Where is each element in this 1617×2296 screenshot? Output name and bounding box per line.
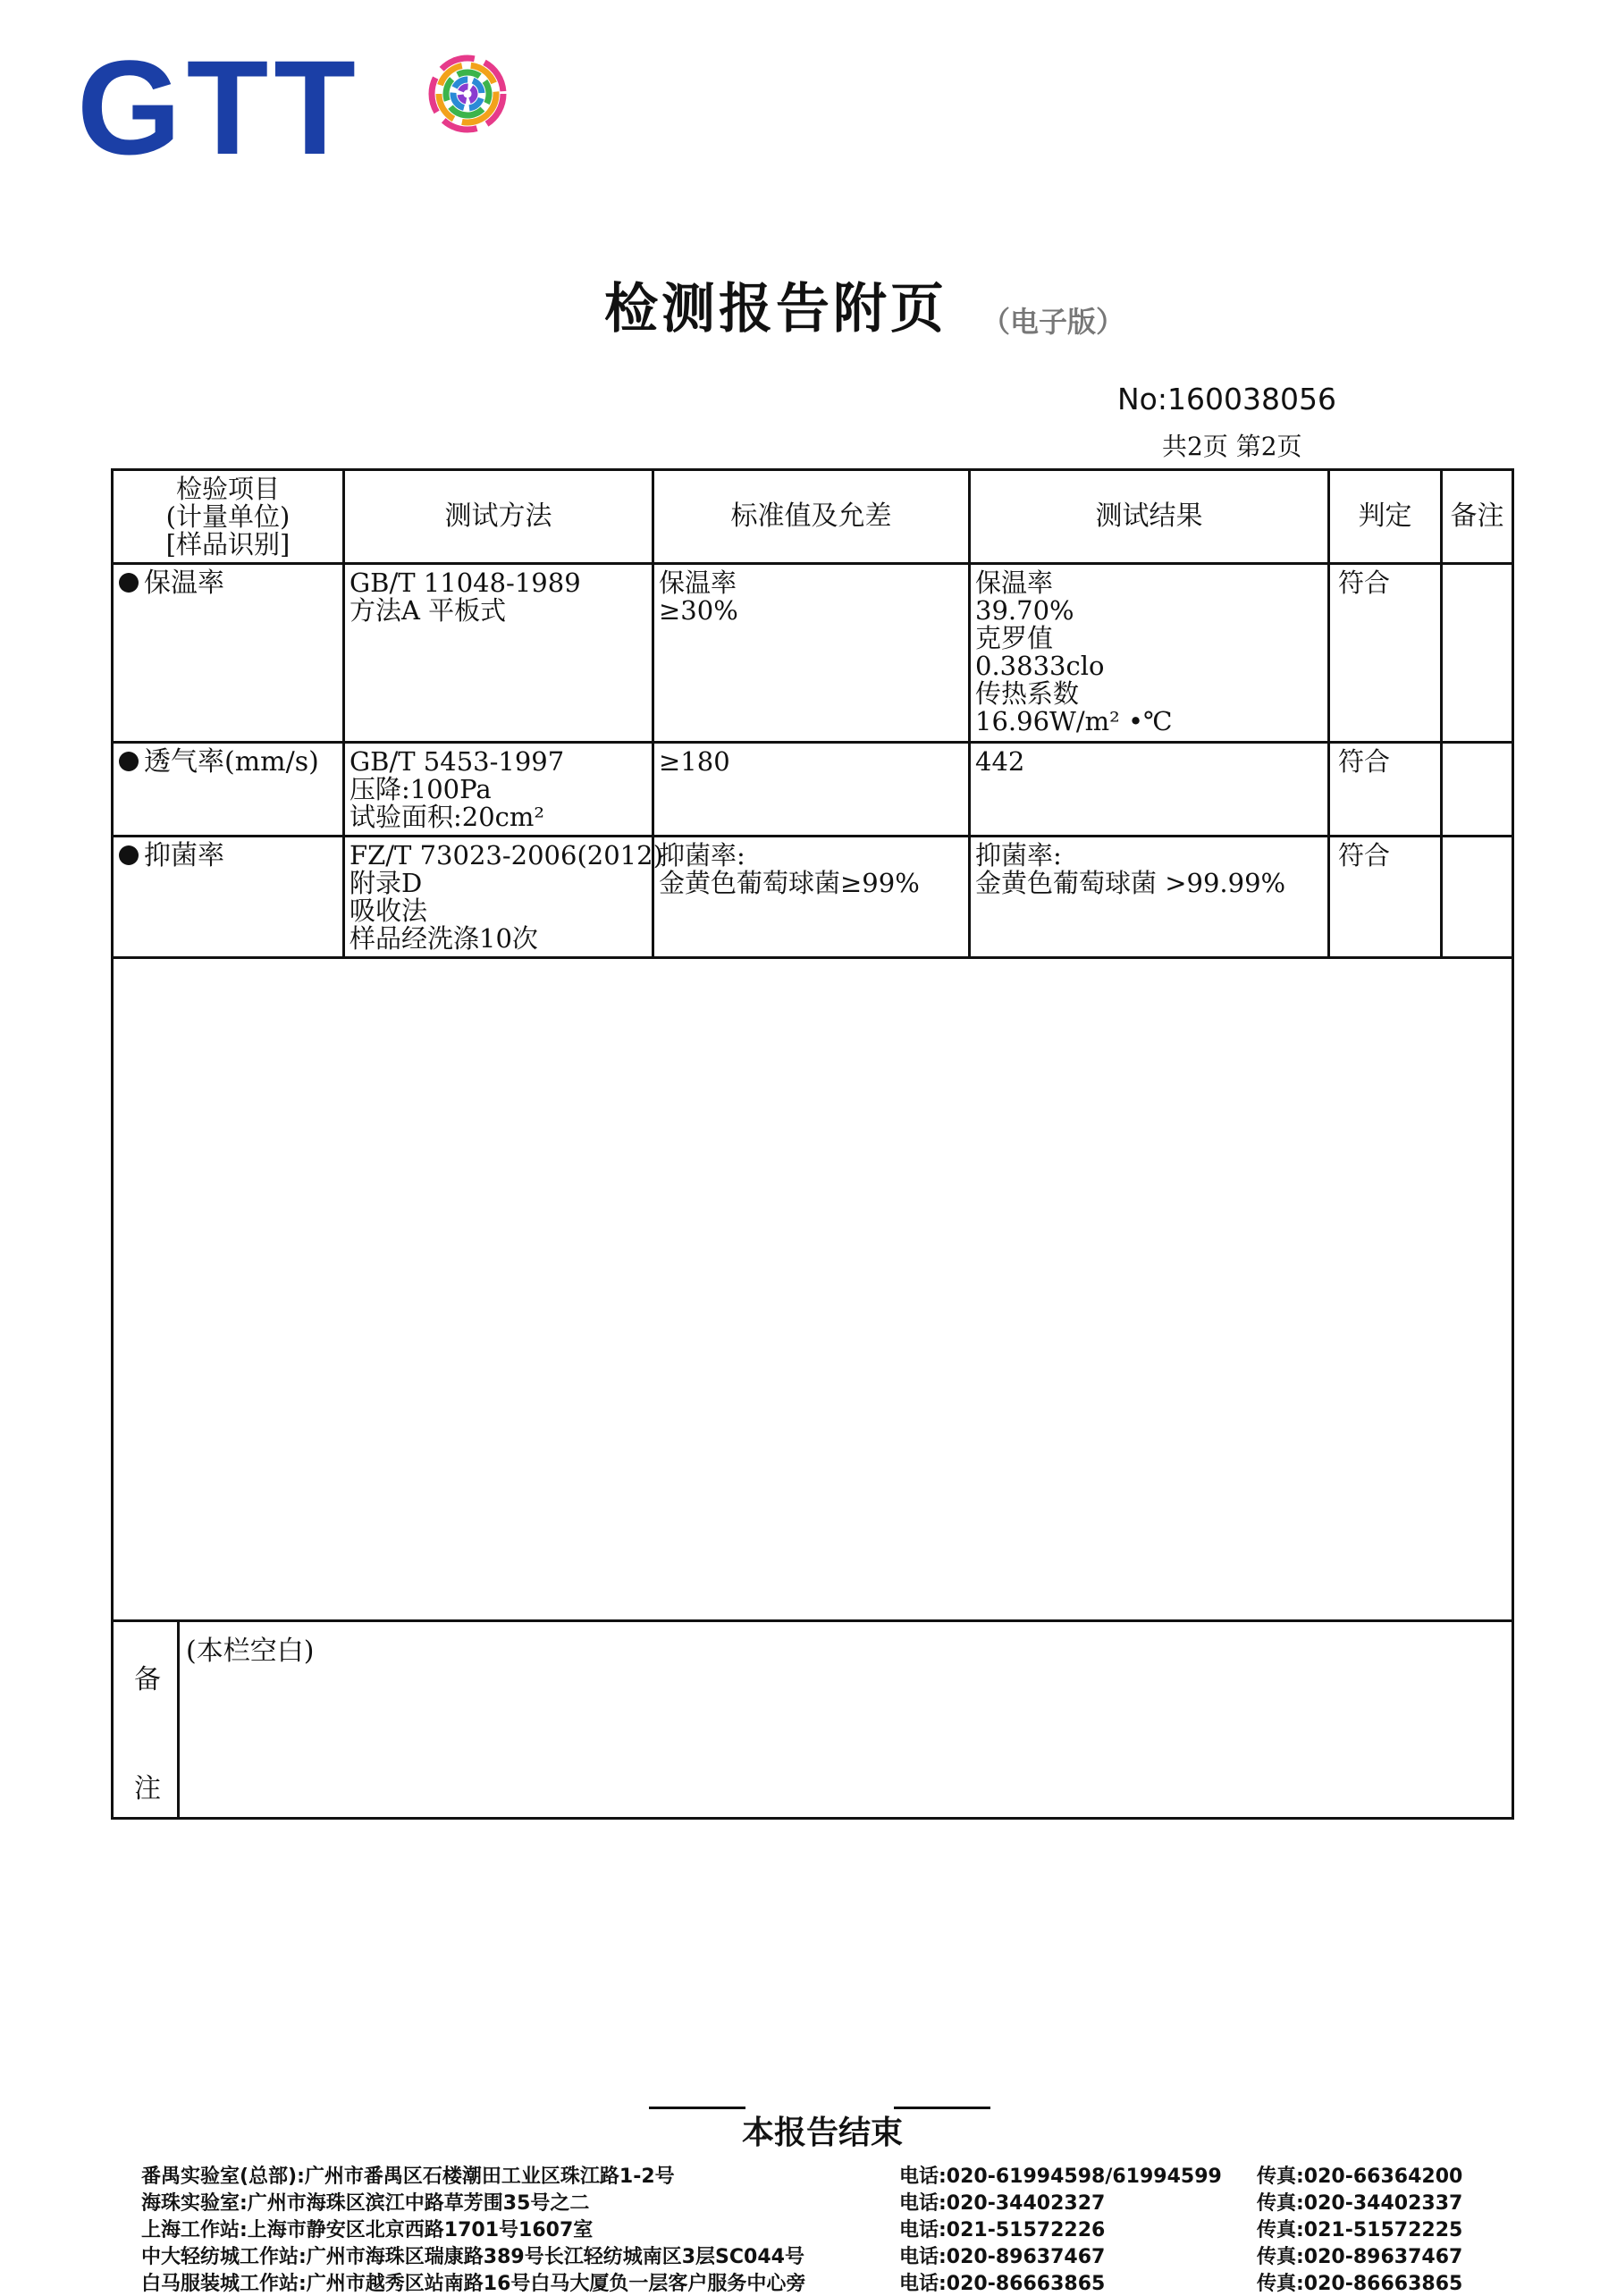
remarks-content: (本栏空白) <box>186 1636 315 1667</box>
row-method: FZ/T 73023-2006(2012) 附录D 吸收法 样品经洗涤10次 <box>350 840 663 954</box>
electronic-version-label: （电子版） <box>981 305 1125 339</box>
header-method: 测试方法 <box>444 500 552 532</box>
page-title: 检测报告附页 <box>604 278 947 341</box>
footer-address: 白马服装城工作站:广州市越秀区站南路16号白马大厦负一层客户服务中心旁 <box>141 2273 806 2295</box>
row-item-label: 抑菌率 <box>144 840 224 871</box>
row-standard: 保温率 ≥30% <box>659 568 738 626</box>
footer-fax: 传真:020-66364200 <box>1257 2166 1463 2188</box>
row-method: GB/T 5453-1997 压降:100Pa 试验面积:20cm² <box>350 746 565 832</box>
row-judgement: 符合 <box>1338 568 1391 598</box>
row-item <box>119 748 319 776</box>
page-count: 共2页 第2页 <box>1162 432 1302 461</box>
company-logo <box>77 32 524 182</box>
footer-fax: 传真:021-51572225 <box>1257 2219 1463 2241</box>
header-remark: 备注 <box>1450 500 1504 532</box>
footer-tel: 电话:020-89637467 <box>899 2246 1106 2268</box>
header-item <box>114 471 342 562</box>
footer-fax: 传真:020-86663865 <box>1257 2273 1463 2295</box>
logo-swirl-icon <box>418 45 517 143</box>
footer-fax: 传真:020-89637467 <box>1257 2246 1463 2268</box>
remarks-section <box>111 1619 1514 1818</box>
header-item-line2: (计量单位) <box>165 500 291 532</box>
row-result: 保温率 39.70% 克罗值 0.3833clo 传热系数 16.96W/m² •℃ <box>975 568 1173 736</box>
bullet-icon <box>119 573 139 593</box>
report-number: No:160038056 <box>1117 382 1336 416</box>
footer-address: 海珠实验室:广州市海珠区滨江中路草芳围35号之二 <box>141 2192 590 2215</box>
remarks-divider <box>177 1619 180 1818</box>
footer-tel: 电话:021-51572226 <box>899 2219 1106 2241</box>
remarks-label-bottom: 注 <box>134 1773 161 1804</box>
footer-tel: 电话:020-61994598/61994599 <box>899 2166 1222 2188</box>
row-divider <box>114 562 1512 565</box>
header-item-line3: [样品识别] <box>165 528 291 559</box>
report-end-mark: 本报告结束 <box>741 2114 903 2151</box>
header-item-line1: 检验项目 <box>175 473 280 504</box>
row-divider <box>114 835 1512 837</box>
logo-text: GTT <box>77 32 361 182</box>
header-standard: 标准值及允差 <box>730 500 892 532</box>
row-method: GB/T 11048-1989 方法A 平板式 <box>350 568 581 626</box>
footer-address: 上海工作站:上海市静安区北京西路1701号1607室 <box>141 2219 594 2241</box>
row-result: 442 <box>975 746 1025 777</box>
row-item-label: 保温率 <box>144 568 224 599</box>
header-judgement: 判定 <box>1358 500 1412 532</box>
footer-tel: 电话:020-86663865 <box>899 2273 1106 2295</box>
row-standard: ≥180 <box>659 746 730 777</box>
row-item <box>119 842 224 870</box>
results-table <box>111 468 1514 1820</box>
row-judgement: 符合 <box>1338 746 1391 777</box>
footer-tel: 电话:020-34402327 <box>899 2192 1106 2215</box>
row-divider <box>114 741 1512 744</box>
remarks-top-line <box>111 1619 1514 1622</box>
row-item-label: 透气率(mm/s) <box>144 746 319 778</box>
row-result: 抑菌率: 金黄色葡萄球菌 >99.99% <box>975 840 1286 898</box>
header-result: 测试结果 <box>1095 500 1203 532</box>
row-divider <box>114 956 1512 959</box>
row-judgement: 符合 <box>1338 840 1391 870</box>
footer-address: 中大轻纺城工作站:广州市海珠区瑞康路389号长江轻纺城南区3层SC044号 <box>141 2246 804 2268</box>
row-standard: 抑菌率: 金黄色葡萄球菌≥99% <box>659 840 920 898</box>
end-line-right <box>894 2107 990 2109</box>
footer-fax: 传真:020-34402337 <box>1257 2192 1463 2215</box>
remarks-label-top: 备 <box>134 1664 161 1695</box>
bullet-icon <box>119 845 139 865</box>
bullet-icon <box>119 752 139 771</box>
row-item <box>119 569 224 597</box>
footer-address: 番禺实验室(总部):广州市番禺区石楼潮田工业区珠江路1-2号 <box>141 2166 675 2188</box>
